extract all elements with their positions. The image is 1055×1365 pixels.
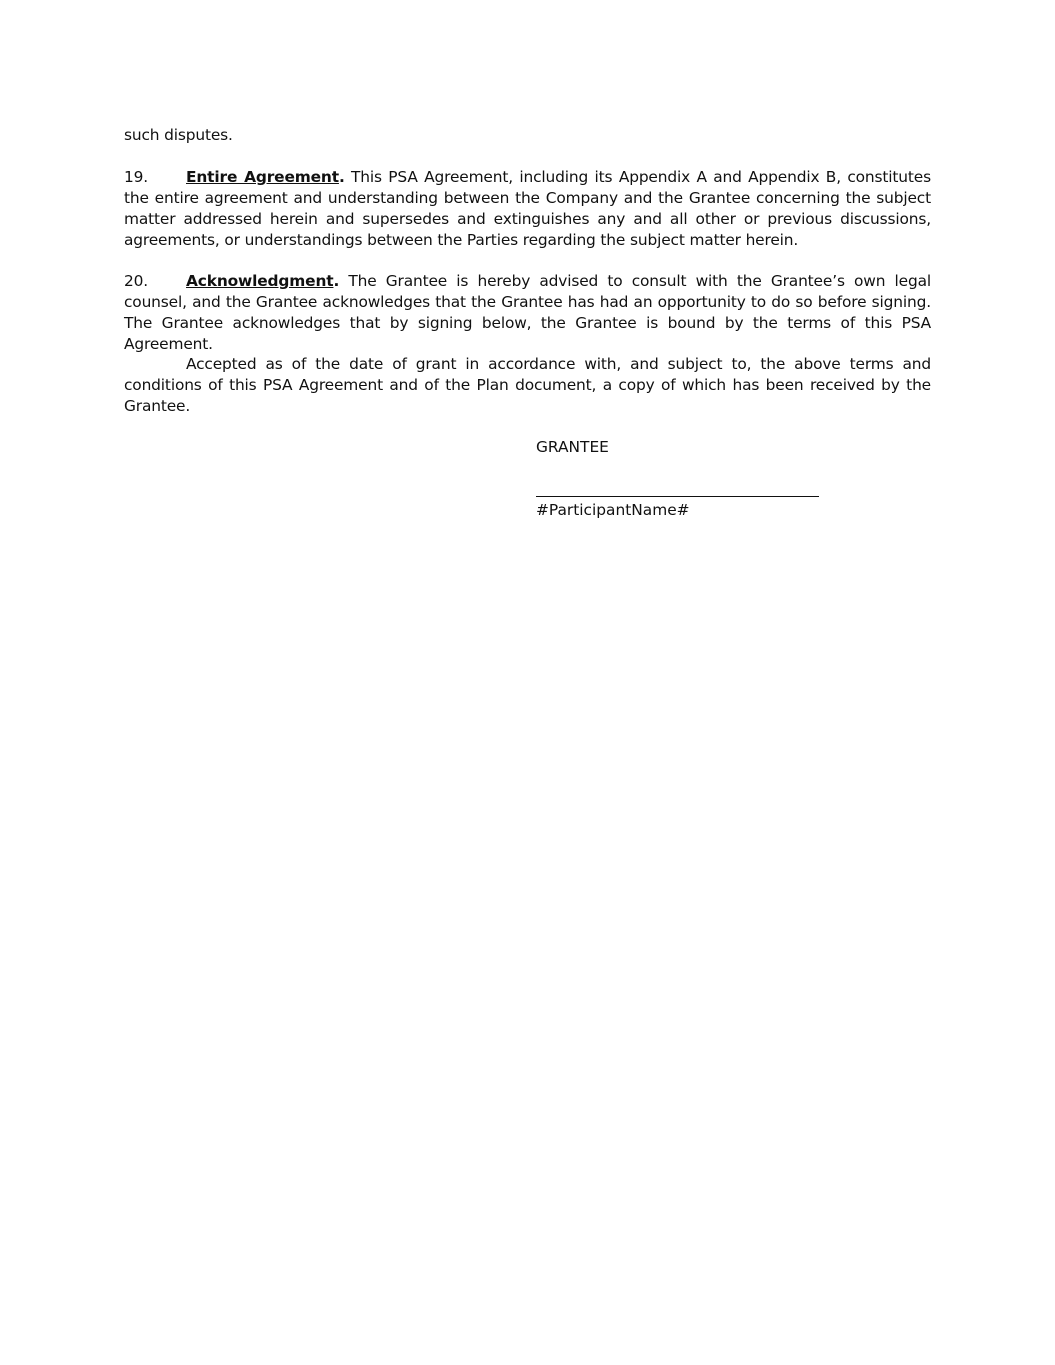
grantee-label: GRANTEE — [536, 438, 609, 456]
section-number: 20. — [124, 272, 149, 290]
section-20 — [124, 271, 931, 355]
acceptance-text: Accepted as of the date of grant in accordance with, and subject to, the above terms and conditions of this PSA Agreement and of the Plan document, a copy of which has been received by the Grantee. — [124, 355, 931, 415]
section-heading: Entire Agreement — [186, 168, 339, 186]
continuation-text — [124, 125, 931, 146]
continuation-paragraph: such disputes. — [124, 126, 233, 144]
section-number: 19. — [124, 168, 149, 186]
section-body: The Grantee is hereby advised to consult with the Grantee’s own legal counsel, and the Grantee acknowledges that the Grantee has had an opportunity to do so before signing. The Grantee acknowledges that by signing below, the Grantee is bound by the terms of this PSA Agreement. — [124, 272, 931, 353]
signature-line[interactable] — [536, 496, 819, 497]
section-heading-punct: . — [338, 168, 345, 186]
section-heading-punct: . — [333, 272, 340, 290]
section-body: This PSA Agreement, including its Appendix A and Appendix B, constitutes the entire agreement and understanding between the Company and the Grantee concerning the subject matter addressed herein and supersedes and extinguishes any and all other or previous discussions, agreements, or understandings between the Parties regarding the subject matter herein. — [124, 168, 931, 249]
acceptance-paragraph — [124, 354, 931, 417]
section-heading: Acknowledgment — [186, 272, 334, 290]
participant-name: #ParticipantName# — [536, 501, 690, 519]
section-19 — [124, 167, 931, 251]
